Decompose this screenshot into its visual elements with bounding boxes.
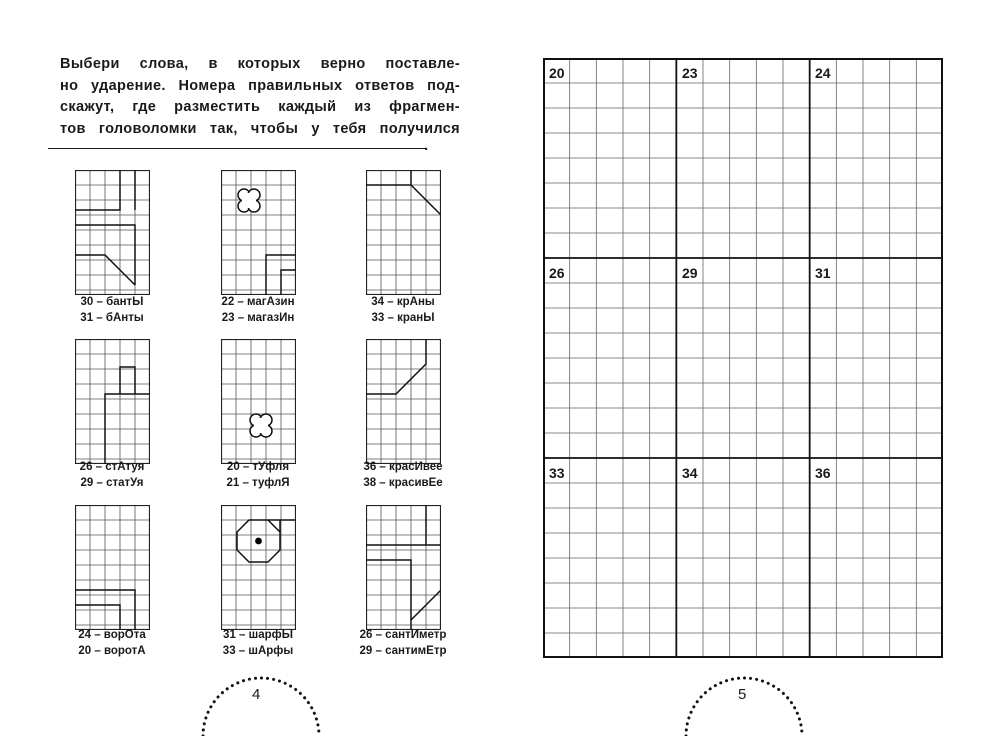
answer-option: 20 – тУфля bbox=[226, 461, 290, 473]
puzzle-fragment-6 bbox=[366, 339, 441, 464]
answer-option: 26 – сантИметр bbox=[359, 629, 447, 641]
answer-option: 33 – шАрфы bbox=[222, 645, 294, 657]
board-grid bbox=[543, 58, 943, 658]
answer-end-mark: . bbox=[424, 137, 429, 154]
answer-option: 29 – статУя bbox=[80, 477, 144, 489]
grid-fragment-drawing bbox=[221, 170, 296, 295]
grid-fragment-drawing bbox=[75, 505, 150, 630]
answer-option: 21 – туфлЯ bbox=[226, 477, 290, 489]
board-cell-number: 33 bbox=[549, 465, 565, 481]
board-cell-number: 36 bbox=[815, 465, 831, 481]
answer-option: 29 – сантимЕтр bbox=[359, 645, 447, 657]
answer-option: 31 – бАнты bbox=[80, 312, 144, 324]
page-number-arc-right bbox=[679, 675, 809, 736]
answer-option: 22 – магАзин bbox=[221, 296, 295, 308]
answer-options bbox=[178, 627, 338, 659]
task-instructions bbox=[60, 54, 460, 140]
answer-option: 24 – ворОта bbox=[78, 629, 146, 641]
page-number-arc-left bbox=[196, 675, 326, 736]
grid-fragment-drawing bbox=[366, 505, 441, 630]
instruction-line: но ударение. Номера правильных ответов под- bbox=[60, 77, 460, 94]
page-number-right: 5 bbox=[738, 686, 747, 703]
board-cell-number: 23 bbox=[682, 65, 698, 81]
flower-icon bbox=[250, 414, 272, 437]
puzzle-fragment-7 bbox=[75, 505, 150, 630]
instruction-line: скажут, где разместить каждый из фрагмен- bbox=[60, 99, 460, 115]
page-number-left: 4 bbox=[252, 686, 261, 703]
answer-options bbox=[32, 294, 192, 326]
grid-fragment-drawing bbox=[366, 170, 441, 295]
answer-option: 38 – красивЕе bbox=[363, 477, 443, 489]
puzzle-fragment-2 bbox=[221, 170, 296, 295]
answer-options bbox=[178, 459, 338, 491]
puzzle-fragment-9 bbox=[366, 505, 441, 630]
grid-fragment-drawing bbox=[221, 339, 296, 464]
puzzle-fragment-8 bbox=[221, 505, 296, 630]
grid-fragment-drawing bbox=[75, 339, 150, 464]
flower-icon bbox=[238, 189, 260, 212]
board-cell-number: 26 bbox=[549, 265, 565, 281]
dot-icon bbox=[255, 538, 262, 545]
puzzle-fragment-4 bbox=[75, 339, 150, 464]
instruction-line: Выбери слова, в которых верно поставле- bbox=[60, 56, 460, 72]
board-cell-number: 34 bbox=[682, 465, 698, 481]
answer-options bbox=[32, 459, 192, 491]
answer-option: 30 – бантЫ bbox=[80, 296, 144, 308]
answer-option: 20 – воротА bbox=[78, 645, 146, 657]
answer-option: 33 – кранЫ bbox=[371, 312, 435, 324]
answer-option: 31 – шарфЫ bbox=[223, 629, 293, 641]
board-cell-number: 31 bbox=[815, 265, 831, 281]
answer-options bbox=[323, 627, 483, 659]
answer-blank-line[interactable] bbox=[48, 148, 425, 149]
answer-option: 26 – стАтуя bbox=[79, 461, 145, 473]
answer-options bbox=[178, 294, 338, 326]
grid-fragment-drawing bbox=[366, 339, 441, 464]
answer-option: 34 – крАны bbox=[371, 296, 435, 308]
board-cell-number: 29 bbox=[682, 265, 698, 281]
answer-options bbox=[323, 459, 483, 491]
answer-options bbox=[32, 627, 192, 659]
answer-option: 23 – магазИн bbox=[221, 312, 295, 324]
puzzle-board bbox=[543, 58, 943, 658]
grid-fragment-drawing bbox=[75, 170, 150, 295]
grid-fragment-drawing bbox=[221, 505, 296, 630]
board-cell-number: 20 bbox=[549, 65, 565, 81]
board-cell-number: 24 bbox=[815, 65, 831, 81]
puzzle-fragment-5 bbox=[221, 339, 296, 464]
puzzle-fragment-1 bbox=[75, 170, 150, 295]
answer-option: 36 – красИвее bbox=[363, 461, 443, 473]
puzzle-fragment-3 bbox=[366, 170, 441, 295]
instruction-line: тов головоломки так, чтобы у тебя получился bbox=[60, 120, 460, 137]
answer-options bbox=[323, 294, 483, 326]
